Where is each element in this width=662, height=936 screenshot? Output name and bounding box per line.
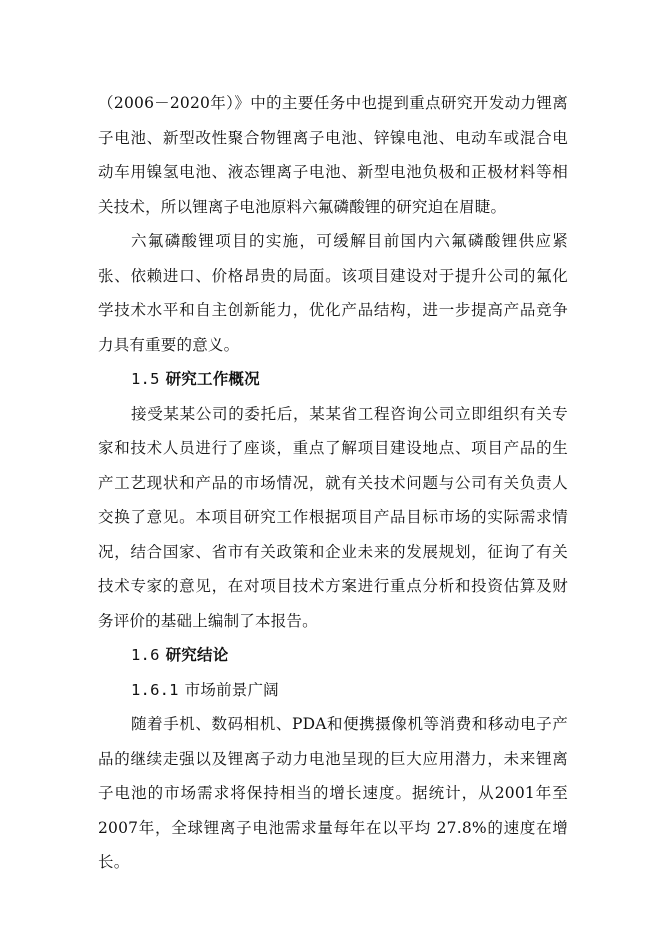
section-number: 1.5 xyxy=(131,370,160,388)
subsection-number: 1.6.1 xyxy=(131,680,179,699)
paragraph-research-overview: 接受某某公司的委托后，某某省工程咨询公司立即组织有关专家和技术人员进行了座谈，重点了解项目建设地点、项目产品的生产工艺现状和产品的市场情况，就有关技术问题与公司有关负责人交换了意见。本项目研究工作根据项目产品目标市场的实际需求情况，结合国家、省市有关政策和企业未来的发展规划，征询了有关技术专家的意见，在对项目技术方案进行重点分析和投资估算及财务评价的基础上编制了本报告。 xyxy=(98,404,568,630)
subsection-heading-1-6-1 xyxy=(98,673,568,708)
paragraph-market-outlook: 随着手机、数码相机、PDA和便携摄像机等消费和移动电子产品的继续走强以及锂离子动力电池呈现的巨大应用潜力，未来锂离子电池的市场需求将保持相当的增长速度。据统计，从2001年至2007年，全球锂离子电池需求量每年在以平均 27.8%的速度在增长。 xyxy=(98,715,568,871)
subsection-title: 市场前景广阔 xyxy=(184,680,279,699)
section-heading-1-6 xyxy=(98,638,568,673)
section-title: 研究工作概况 xyxy=(165,369,260,388)
document-body xyxy=(98,86,568,880)
section-number: 1.6 xyxy=(131,646,160,664)
paragraph-project-significance: 六氟磷酸锂项目的实施，可缓解目前国内六氟磷酸锂供应紧张、依赖进口、价格昂贵的局面。该项目建设对于提升公司的氟化学技术水平和自主创新能力，优化产品结构，进一步提高产品竞争力具有重要的意义。 xyxy=(98,232,568,354)
section-title: 研究结论 xyxy=(165,645,229,664)
section-heading-1-5 xyxy=(98,362,568,397)
paragraph-plan-tasks: （2006－2020年）》中的主要任务中也提到重点研究开发动力锂离子电池、新型改性聚合物锂离子电池、锌镍电池、电动车或混合电动车用镍氢电池、液态锂离子电池、新型电池负极和正极材料等相关技术，所以锂离子电池原料六氟磷酸锂的研究迫在眉睫。 xyxy=(98,94,568,216)
